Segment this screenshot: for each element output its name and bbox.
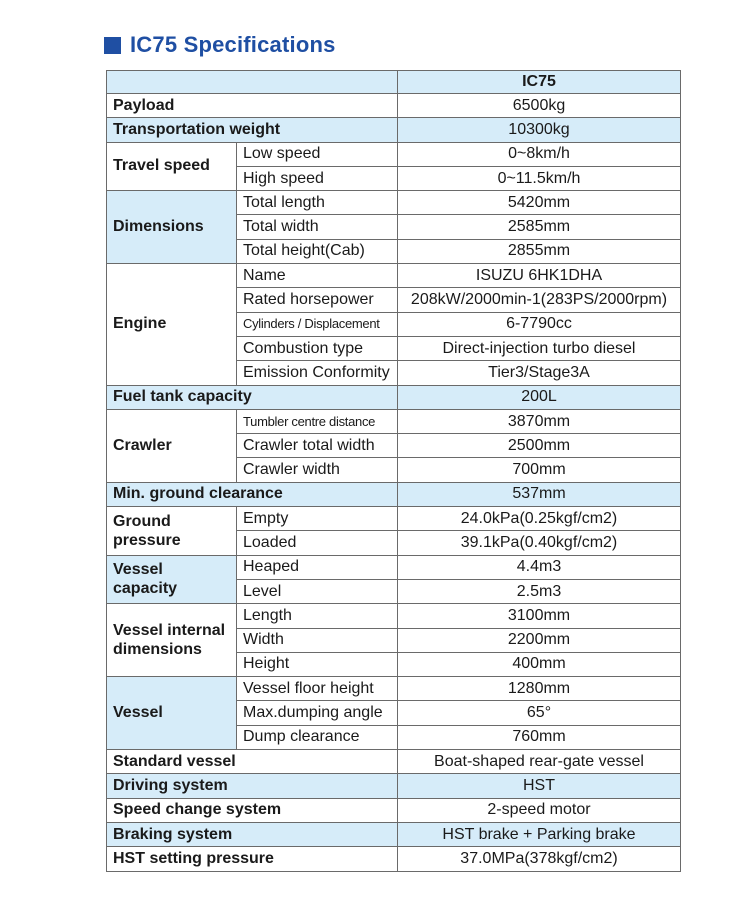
vessel-height-label: Height <box>237 652 398 676</box>
speed-change-value: 2-speed motor <box>398 798 681 822</box>
speed-change-label: Speed change system <box>107 798 398 822</box>
table-row <box>107 191 681 215</box>
title-text: IC75 Specifications <box>130 32 336 57</box>
hst-pressure-value: 37.0MPa(378kgf/cm2) <box>398 847 681 871</box>
level-value: 2.5m3 <box>398 579 681 603</box>
vessel-width-label: Width <box>237 628 398 652</box>
payload-value: 6500kg <box>398 94 681 118</box>
engine-name-label: Name <box>237 264 398 288</box>
table-row <box>107 822 681 846</box>
vessel-length-value: 3100mm <box>398 604 681 628</box>
braking-system-value: HST brake + Parking brake <box>398 822 681 846</box>
table-row <box>107 409 681 433</box>
heaped-label: Heaped <box>237 555 398 579</box>
high-speed-label: High speed <box>237 166 398 190</box>
fuel-value: 200L <box>398 385 681 409</box>
empty-label: Empty <box>237 507 398 531</box>
low-speed-label: Low speed <box>237 142 398 166</box>
page-title <box>104 32 336 58</box>
tumbler-value: 3870mm <box>398 409 681 433</box>
emission-label: Emission Conformity <box>237 361 398 385</box>
total-length-value: 5420mm <box>398 191 681 215</box>
ground-pressure-label: Ground pressure <box>107 507 237 556</box>
clearance-value: 537mm <box>398 482 681 506</box>
fuel-label: Fuel tank capacity <box>107 385 398 409</box>
vessel-length-label: Length <box>237 604 398 628</box>
level-label: Level <box>237 579 398 603</box>
table-row <box>107 774 681 798</box>
vessel-height-value: 400mm <box>398 652 681 676</box>
total-height-label: Total height(Cab) <box>237 239 398 263</box>
table-row <box>107 677 681 701</box>
floor-height-value: 1280mm <box>398 677 681 701</box>
dumping-angle-label: Max.dumping angle <box>237 701 398 725</box>
high-speed-value: 0~11.5km/h <box>398 166 681 190</box>
driving-system-label: Driving system <box>107 774 398 798</box>
dumping-angle-value: 65° <box>398 701 681 725</box>
model-header: IC75 <box>398 71 681 94</box>
engine-name-value: ISUZU 6HK1DHA <box>398 264 681 288</box>
table-row <box>107 385 681 409</box>
total-height-value: 2855mm <box>398 239 681 263</box>
crawler-width-value: 700mm <box>398 458 681 482</box>
crawler-total-width-value: 2500mm <box>398 434 681 458</box>
loaded-label: Loaded <box>237 531 398 555</box>
empty-value: 24.0kPa(0.25kgf/cm2) <box>398 507 681 531</box>
engine-label: Engine <box>107 264 237 385</box>
table-row <box>107 798 681 822</box>
vessel-capacity-label: Vessel capacity <box>107 555 237 604</box>
table-row <box>107 94 681 118</box>
header-row <box>107 71 681 94</box>
crawler-width-label: Crawler width <box>237 458 398 482</box>
total-width-value: 2585mm <box>398 215 681 239</box>
table-row <box>107 507 681 531</box>
table-row <box>107 555 681 579</box>
vessel-width-value: 2200mm <box>398 628 681 652</box>
total-width-label: Total width <box>237 215 398 239</box>
tumbler-label: Tumbler centre distance <box>237 409 398 433</box>
table-row <box>107 482 681 506</box>
floor-height-label: Vessel floor height <box>237 677 398 701</box>
combustion-value: Direct-injection turbo diesel <box>398 336 681 360</box>
transport-label: Transportation weight <box>107 118 398 142</box>
combustion-label: Combustion type <box>237 336 398 360</box>
travel-label: Travel speed <box>107 142 237 191</box>
horsepower-label: Rated horsepower <box>237 288 398 312</box>
hst-pressure-label: HST setting pressure <box>107 847 398 871</box>
spec-table <box>106 70 681 872</box>
dump-clearance-value: 760mm <box>398 725 681 749</box>
vessel-label: Vessel <box>107 677 237 750</box>
heaped-value: 4.4m3 <box>398 555 681 579</box>
title-square-icon <box>104 37 121 54</box>
emission-value: Tier3/Stage3A <box>398 361 681 385</box>
cylinders-value: 6-7790cc <box>398 312 681 336</box>
table-row <box>107 604 681 628</box>
payload-label: Payload <box>107 94 398 118</box>
table-row <box>107 118 681 142</box>
header-blank <box>107 71 398 94</box>
dump-clearance-label: Dump clearance <box>237 725 398 749</box>
table-row <box>107 264 681 288</box>
driving-system-value: HST <box>398 774 681 798</box>
transport-value: 10300kg <box>398 118 681 142</box>
horsepower-value: 208kW/2000min-1(283PS/2000rpm) <box>398 288 681 312</box>
crawler-total-width-label: Crawler total width <box>237 434 398 458</box>
cylinders-label: Cylinders / Displacement <box>237 312 398 336</box>
vessel-dimensions-label: Vessel internal dimensions <box>107 604 237 677</box>
table-row <box>107 847 681 871</box>
low-speed-value: 0~8km/h <box>398 142 681 166</box>
clearance-label: Min. ground clearance <box>107 482 398 506</box>
loaded-value: 39.1kPa(0.40kgf/cm2) <box>398 531 681 555</box>
standard-vessel-value: Boat-shaped rear-gate vessel <box>398 750 681 774</box>
table-row <box>107 142 681 166</box>
braking-system-label: Braking system <box>107 822 398 846</box>
total-length-label: Total length <box>237 191 398 215</box>
dimensions-label: Dimensions <box>107 191 237 264</box>
standard-vessel-label: Standard vessel <box>107 750 398 774</box>
table-row <box>107 750 681 774</box>
crawler-label: Crawler <box>107 409 237 482</box>
